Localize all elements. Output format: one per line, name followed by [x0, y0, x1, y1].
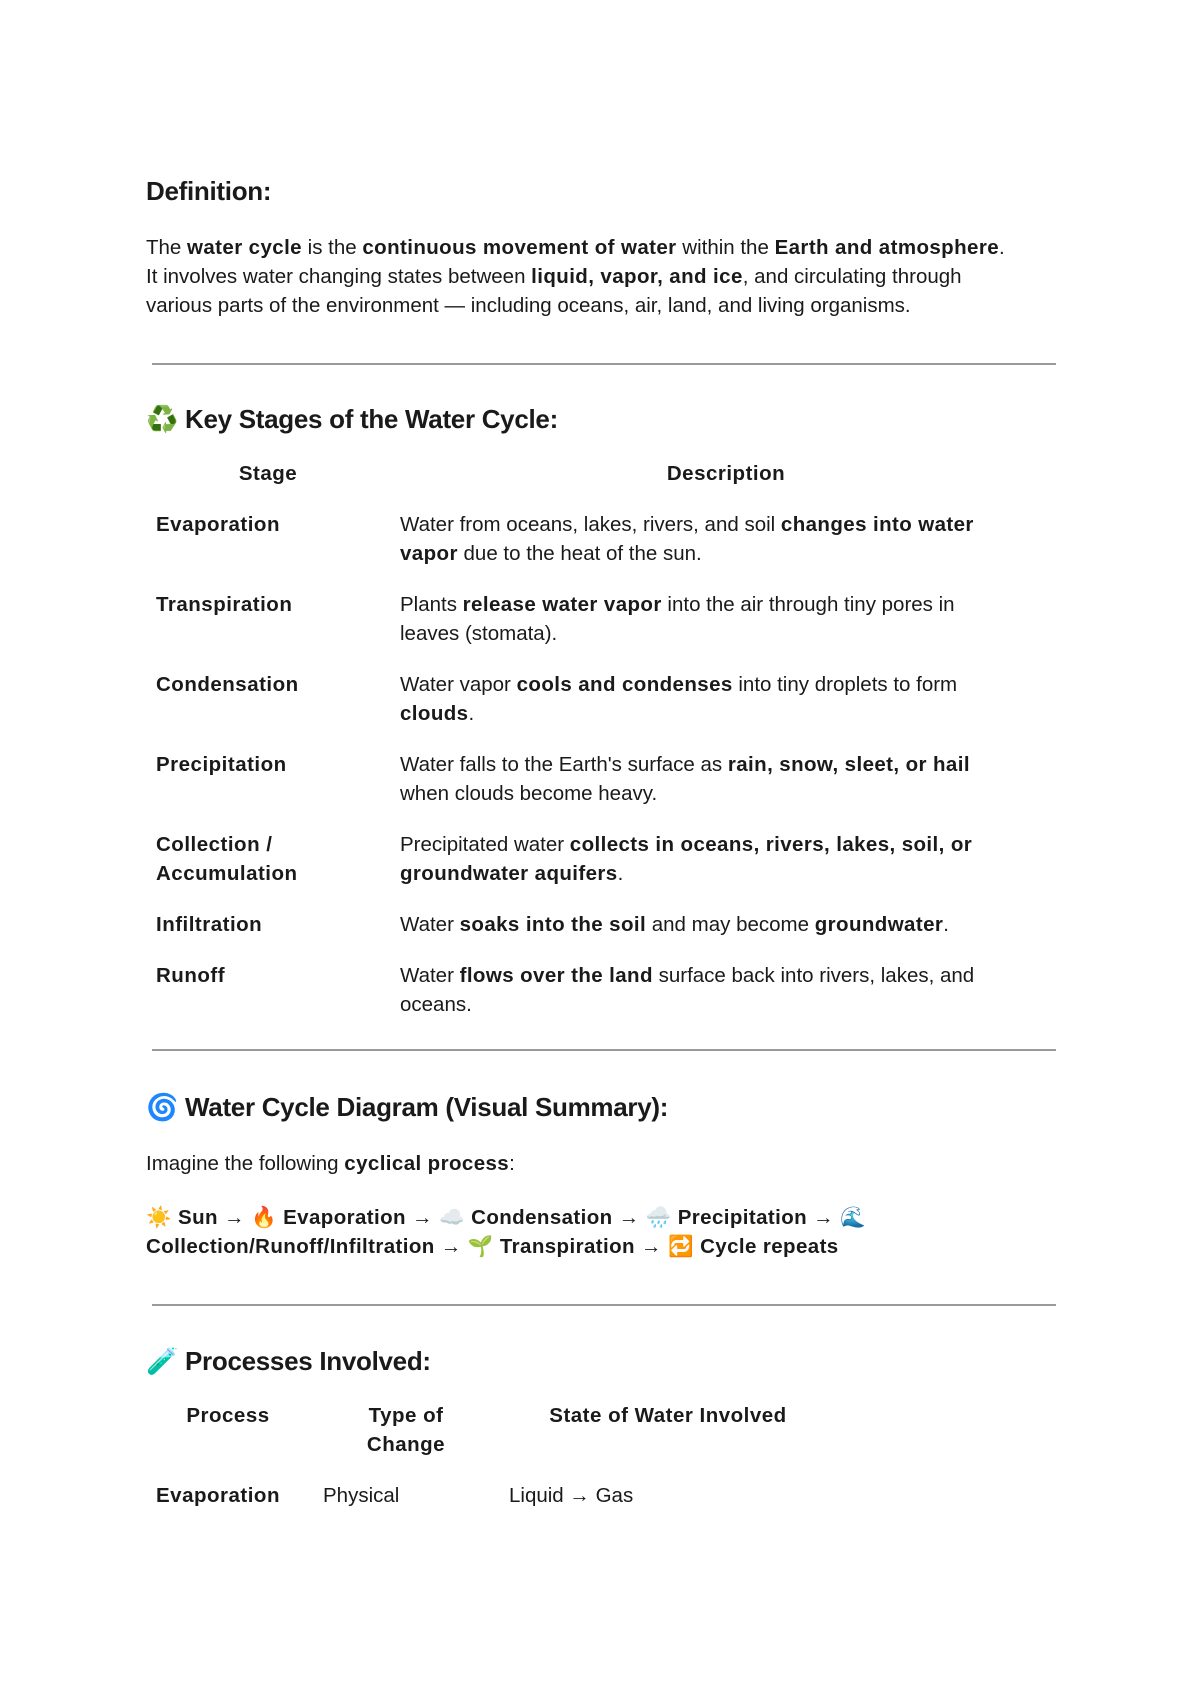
- stage-description: [400, 910, 949, 939]
- text-span: Water: [400, 964, 460, 987]
- bold-span: vapor: [400, 542, 458, 565]
- text-span: The: [146, 236, 188, 259]
- description-line: [400, 699, 957, 728]
- wave-icon: 🌊: [840, 1205, 867, 1229]
- stage-name-line: Transpiration: [156, 593, 293, 616]
- processes-heading: [146, 1346, 431, 1377]
- table-header-description: Description: [666, 462, 786, 485]
- fire-icon: 🔥: [251, 1205, 277, 1229]
- table-header-type-of-change: [346, 1401, 466, 1459]
- description-line: [400, 859, 972, 888]
- cycle-step-label: Transpiration: [499, 1235, 635, 1258]
- cycle-step-label: Evaporation: [283, 1206, 406, 1229]
- stage-name: [156, 510, 280, 539]
- stage-name-line: Infiltration: [156, 913, 263, 936]
- stage-name: [156, 590, 292, 619]
- text-span: into tiny droplets to form: [732, 673, 958, 696]
- bold-span: groundwater aquifers: [400, 862, 618, 885]
- description-line: [400, 961, 974, 990]
- bold-span: rain, snow, sleet, or hail: [727, 753, 970, 776]
- arrow-icon: →: [807, 1206, 841, 1229]
- text-span: surface back into rivers, lakes, and: [652, 964, 975, 987]
- text-span: Water from oceans, lakes, rivers, and soil: [400, 513, 781, 536]
- arrow-icon: →: [217, 1206, 252, 1229]
- description-line: [400, 830, 972, 859]
- process-state: Liquid → Gas: [509, 1484, 634, 1507]
- cycle-step-label: Collection/Runoff/Infiltration: [146, 1235, 435, 1258]
- header-line: Change: [366, 1433, 446, 1456]
- cycle-step-label: Condensation: [471, 1206, 613, 1229]
- stage-name: [156, 910, 262, 939]
- stage-name-line: Condensation: [156, 673, 299, 696]
- bold-span: changes into water: [780, 513, 974, 536]
- text-span: , and circulating through: [742, 265, 962, 288]
- cloud-icon: ☁️: [439, 1205, 466, 1229]
- text-span: oceans.: [400, 993, 472, 1016]
- section-divider: [152, 1049, 1056, 1051]
- stage-description: [400, 830, 972, 888]
- stage-name-line: Runoff: [156, 964, 226, 987]
- description-line: [400, 670, 957, 699]
- diagram-heading: [146, 1092, 668, 1123]
- process-type: Physical: [323, 1484, 400, 1507]
- cycle-step-label: Sun: [178, 1206, 218, 1229]
- definition-line-1: [146, 233, 1005, 262]
- stages-heading: [146, 404, 558, 435]
- process-name: Evaporation: [156, 1484, 280, 1507]
- diagram-intro: [146, 1149, 515, 1178]
- stage-name: [156, 670, 299, 699]
- text-span: and may become: [646, 913, 815, 936]
- description-line: [400, 750, 970, 779]
- text-span: Plants: [400, 593, 463, 616]
- text-span: Water vapor: [400, 673, 517, 696]
- cycle-flow-line-2: [146, 1232, 839, 1261]
- text-span: leaves (stomata).: [400, 622, 558, 645]
- bold-span: liquid, vapor, and ice: [531, 265, 743, 288]
- bold-span: cools and condenses: [516, 673, 733, 696]
- stage-name-line: Evaporation: [156, 513, 280, 536]
- stage-name-line: Collection /: [156, 833, 273, 856]
- arrow-icon: →: [634, 1235, 669, 1258]
- text-span: due to the heat of the sun.: [457, 542, 702, 565]
- bold-span: clouds: [400, 702, 469, 725]
- test-tube-icon: 🧪: [146, 1347, 179, 1377]
- stage-name-line: Accumulation: [156, 862, 298, 885]
- stage-description: [400, 961, 974, 1019]
- bold-span: cyclical process: [344, 1152, 510, 1175]
- cycle-step-label: Precipitation: [677, 1206, 808, 1229]
- table-header-stage: Stage: [238, 462, 298, 485]
- text-span: is the: [301, 236, 363, 259]
- description-line: [400, 510, 974, 539]
- table-header-state: State of Water Involved: [549, 1404, 787, 1427]
- stage-description: [400, 670, 957, 728]
- diagram-heading-text: Water Cycle Diagram (Visual Summary):: [185, 1092, 669, 1122]
- description-line: [400, 590, 955, 619]
- text-span: Water: [400, 913, 460, 936]
- bold-span: groundwater: [814, 913, 944, 936]
- seedling-icon: 🌱: [467, 1234, 494, 1258]
- bold-span: Earth and atmosphere: [774, 236, 1000, 259]
- section-divider: [152, 363, 1056, 365]
- text-span: .: [617, 862, 624, 885]
- text-span: into the air through tiny pores in: [661, 593, 955, 616]
- stage-name: [156, 961, 225, 990]
- section-divider: [152, 1304, 1056, 1306]
- stage-name: [156, 750, 287, 779]
- text-span: :: [509, 1152, 515, 1175]
- definition-heading: Definition:: [146, 176, 272, 206]
- repeat-icon: 🔁: [668, 1234, 694, 1258]
- arrow-icon: →: [405, 1206, 440, 1229]
- cycle-flow-line-1: [146, 1203, 866, 1232]
- bold-span: collects in oceans, rivers, lakes, soil, or: [569, 833, 973, 856]
- text-span: .: [943, 913, 949, 936]
- description-line: [400, 779, 970, 808]
- description-line: [400, 539, 974, 568]
- description-line: [400, 910, 949, 939]
- arrow-icon: →: [612, 1206, 646, 1229]
- stage-description: [400, 750, 970, 808]
- text-span: when clouds become heavy.: [400, 782, 658, 805]
- arrow-icon: →: [434, 1235, 468, 1258]
- description-line: [400, 990, 974, 1019]
- bold-span: continuous movement of water: [362, 236, 677, 259]
- text-span: within the: [676, 236, 775, 259]
- stage-name-line: Precipitation: [156, 753, 287, 776]
- cyclone-icon: 🌀: [146, 1093, 179, 1123]
- text-span: Water falls to the Earth's surface as: [400, 753, 728, 776]
- stage-name: [156, 830, 298, 888]
- stage-description: [400, 510, 974, 568]
- text-span: .: [999, 236, 1005, 259]
- bold-span: release water vapor: [462, 593, 662, 616]
- processes-heading-text: Processes Involved:: [185, 1346, 431, 1376]
- bold-span: flows over the land: [459, 964, 653, 987]
- stage-description: [400, 590, 955, 648]
- definition-line-2: [146, 262, 962, 291]
- cycle-step-label: Cycle repeats: [700, 1235, 839, 1258]
- text-span: .: [468, 702, 475, 725]
- text-span: Imagine the following: [146, 1152, 345, 1175]
- sun-icon: ☀️: [146, 1205, 172, 1229]
- table-header-process: Process: [186, 1404, 270, 1427]
- bold-span: water cycle: [187, 236, 302, 259]
- bold-span: soaks into the soil: [459, 913, 647, 936]
- description-line: [400, 619, 955, 648]
- rain-cloud-icon: 🌧️: [645, 1205, 672, 1229]
- stages-heading-text: Key Stages of the Water Cycle:: [185, 404, 558, 434]
- recycle-icon: ♻️: [146, 405, 179, 435]
- definition-line-3: various parts of the environment — including oceans, air, land, and living organisms.: [146, 294, 911, 317]
- header-line: Type of: [368, 1404, 444, 1427]
- text-span: It involves water changing states between: [146, 265, 532, 288]
- text-span: Precipitated water: [400, 833, 570, 856]
